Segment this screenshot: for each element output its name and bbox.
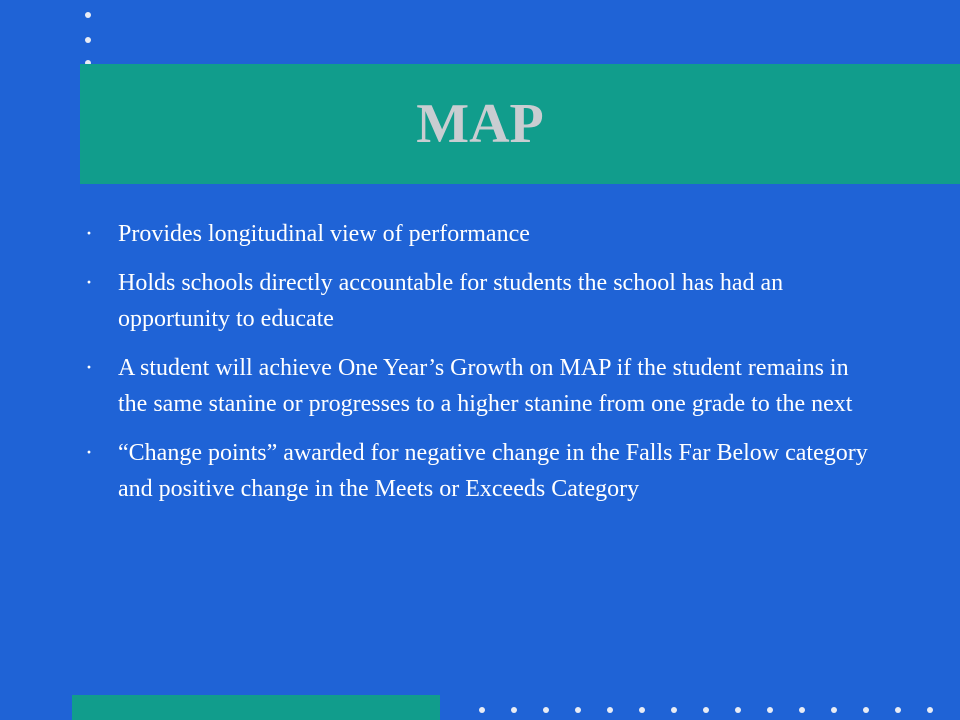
bullet-list <box>82 216 882 520</box>
decor-dot <box>85 12 91 18</box>
decor-dot <box>479 707 485 713</box>
bullet-item <box>82 350 882 422</box>
bullet-text: A student will achieve One Year’s Growth on MAP if the student remains in the same stanine or progresses to a higher stanine from one grade to the next <box>118 355 853 417</box>
bullet-dot-icon: · <box>85 440 93 466</box>
bullet-item <box>82 216 882 252</box>
footer-band <box>72 695 440 720</box>
bullet-text: Holds schools directly accountable for students the school has had an opportunity to educate <box>118 270 784 332</box>
bullet-dot-icon: · <box>85 355 93 381</box>
decor-dot <box>575 707 581 713</box>
decor-dot <box>927 707 933 713</box>
bullet-text: “Change points” awarded for negative change in the Falls Far Below category and positive change in the Meets or Exceeds Category <box>118 440 868 502</box>
bullet-item <box>82 265 882 337</box>
decor-dot <box>735 707 741 713</box>
slide-title: MAP <box>416 93 544 155</box>
bullet-item <box>82 435 882 507</box>
decor-dot <box>607 707 613 713</box>
decor-dot <box>639 707 645 713</box>
decor-dot <box>799 707 805 713</box>
bullet-dot-icon: · <box>85 221 93 247</box>
decor-dot <box>671 707 677 713</box>
decor-dot <box>543 707 549 713</box>
bullet-dot-icon: · <box>85 270 93 296</box>
bullet-text: Provides longitudinal view of performance <box>118 221 530 247</box>
decor-dot <box>85 37 91 43</box>
decor-dot <box>767 707 773 713</box>
decor-dot <box>863 707 869 713</box>
decor-dot <box>895 707 901 713</box>
decor-dot <box>703 707 709 713</box>
decor-dot <box>511 707 517 713</box>
decor-dot <box>831 707 837 713</box>
